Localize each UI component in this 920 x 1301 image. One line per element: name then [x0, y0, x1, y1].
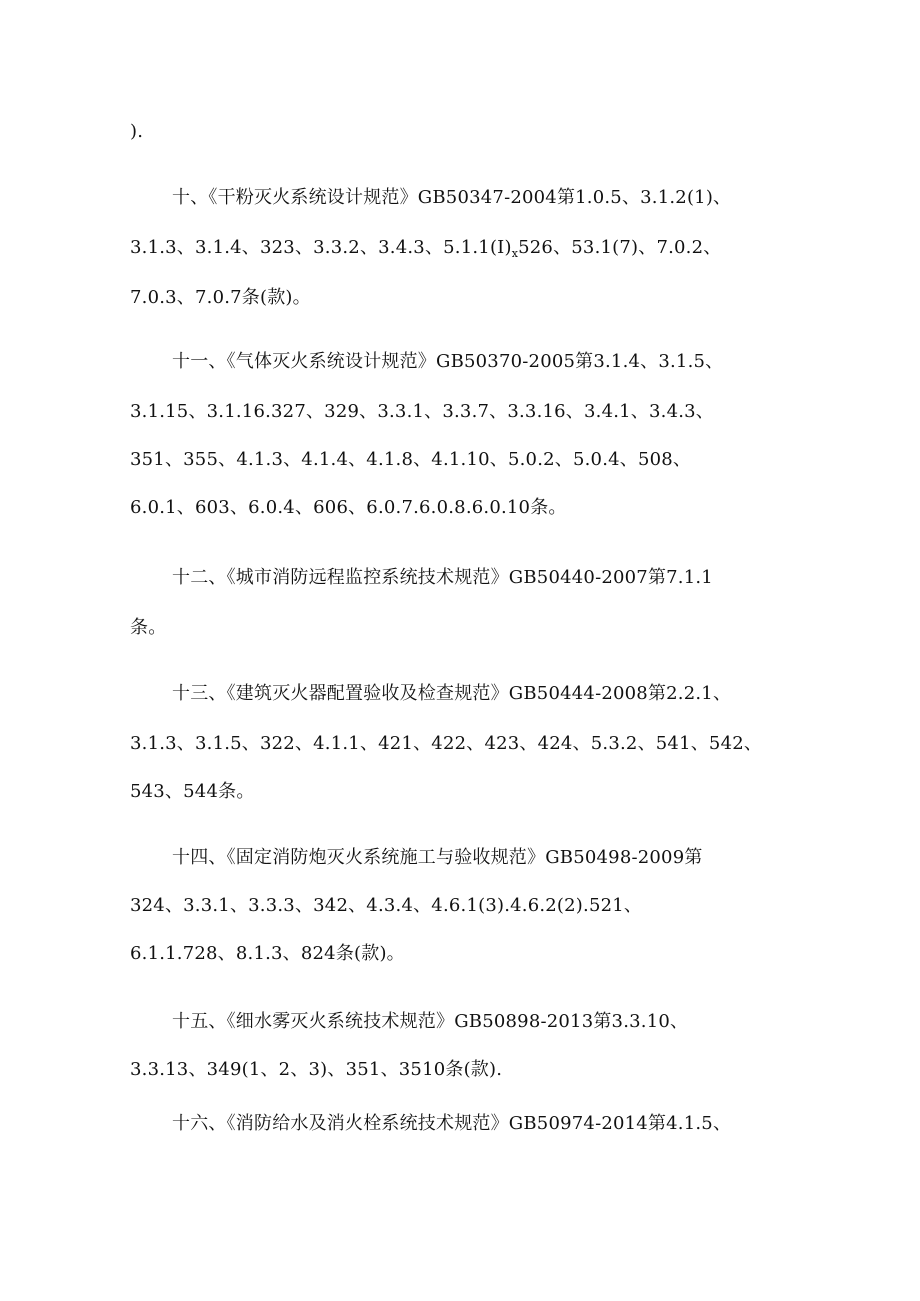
text-line: 6.1.1.728、8.1.3、824条(款)。	[130, 943, 405, 964]
text-line: 3.3.13、349(1、2、3)、351、3510条(款).	[130, 1059, 503, 1080]
text-segment: 3.1.3、3.1.4、323、3.3.2、3.4.3、5.1.1(I)	[130, 237, 512, 258]
text-line: 6.0.1、603、6.0.4、606、6.0.7.6.0.8.6.0.10条。	[130, 497, 567, 518]
section-heading: 十六、《消防给水及消火栓系统技术规范》GB50974-2014第4.1.5、	[172, 1113, 732, 1134]
section-heading: 十、《干粉灭火系统设计规范》GB50347-2004第1.0.5、3.1.2(1)、	[172, 187, 732, 208]
text-line: 351、355、4.1.3、4.1.4、4.1.8、4.1.10、5.0.2、5.0.4、508、	[130, 449, 692, 470]
section-heading: 十四、《固定消防炮灭火系统施工与验收规范》GB50498-2009第	[172, 847, 703, 868]
section-heading: 十二、《城市消防远程监控系统技术规范》GB50440-2007第7.1.1	[172, 567, 713, 588]
section-heading: 十一、《气体灭火系统设计规范》GB50370-2005第3.1.4、3.1.5、	[172, 351, 724, 372]
text-line	[130, 236, 721, 266]
section-heading: 十五、《细水雾灭火系统技术规范》GB50898-2013第3.3.10、	[172, 1011, 689, 1032]
subscript-mark: x	[511, 247, 519, 260]
text-line: 条。	[130, 617, 167, 638]
text-line: 543、544条。	[130, 781, 255, 802]
text-line: 3.1.3、3.1.5、322、4.1.1、421、422、423、424、5.3.2、541、542、	[130, 733, 763, 754]
text-segment: 526、53.1(7)、7.0.2、	[518, 237, 722, 258]
text-line: 324、3.3.1、3.3.3、342、4.3.4、4.6.1(3).4.6.2(2).521、	[130, 895, 643, 916]
text-line: 3.1.15、3.1.16.327、329、3.3.1、3.3.7、3.3.16、3.4.1、3.4.3、	[130, 401, 714, 422]
section-heading: 十三、《建筑灭火器配置验收及检查规范》GB50444-2008第2.2.1、	[172, 683, 732, 704]
text-line: 7.0.3、7.0.7条(款)。	[130, 287, 311, 308]
text-line: ).	[130, 121, 144, 142]
